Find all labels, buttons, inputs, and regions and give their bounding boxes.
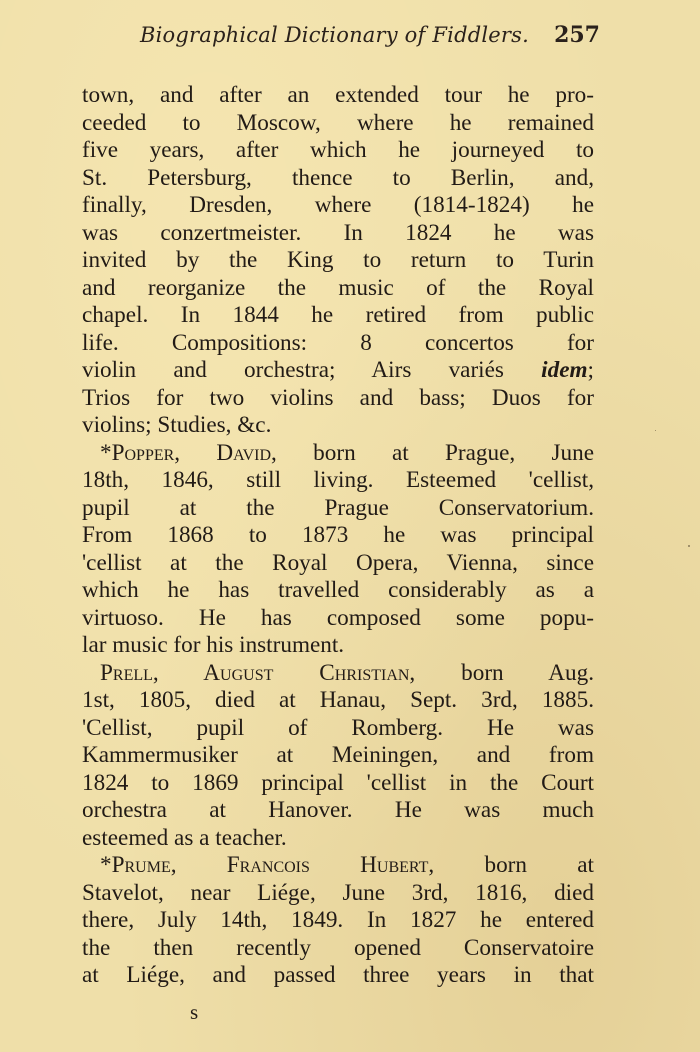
paper-speck: [655, 430, 656, 431]
paper-speck: [688, 545, 690, 547]
text-line: which he has travelled considerably as a: [82, 577, 594, 603]
text-line: chapel. In 1844 he retired from public: [82, 302, 594, 328]
text-line: pupil at the Prague Conservatorium.: [82, 494, 594, 521]
text-fragment: born Aug.: [415, 659, 594, 686]
running-title: Biographical Dictionary of Fiddlers.: [140, 23, 529, 47]
entry-first-line: [82, 440, 594, 468]
text-line: 18th, 1846, still living. Esteemed 'cellist,: [82, 467, 594, 493]
text-line: Trios for two violins and bass; Duos for: [82, 384, 594, 411]
entry-name: Prell, August Christian,: [100, 659, 416, 686]
text-line: 'cellist at the Royal Opera, Vienna, since: [82, 549, 594, 576]
entry-name: *Popper, David,: [100, 439, 277, 466]
text-fragment: violin and orchestra; Airs variés: [82, 357, 542, 383]
text-line: town, and after an extended tour he pro-: [82, 82, 594, 108]
text-line: esteemed as a teacher.: [82, 824, 287, 851]
text-line: there, July 14th, 1849. In 1827 he entered: [82, 907, 594, 933]
entry-first-line: [82, 660, 594, 688]
text-line: lar music for his instrument.: [82, 632, 345, 658]
text-fragment: born at Prague, June: [276, 439, 594, 466]
text-line: 1st, 1805, died at Hanau, Sept. 3rd, 1885.: [82, 687, 594, 713]
text-line: St. Petersburg, thence to Berlin, and,: [82, 164, 594, 191]
text-line: From 1868 to 1873 he was principal: [82, 522, 594, 548]
text-line: and reorganize the music of the Royal: [82, 274, 594, 301]
text-line: was conzertmeister. In 1824 he was: [82, 219, 594, 246]
running-head: [140, 22, 600, 62]
text-line: 1824 to 1869 principal 'cellist in the Court: [82, 769, 594, 796]
text-line: Kammermusiker at Meiningen, and from: [82, 742, 594, 768]
text-line: orchestra at Hanover. He was much: [82, 797, 594, 823]
text-line: Stavelot, near Liége, June 3rd, 1816, died: [82, 879, 594, 906]
text-line: finally, Dresden, where (1814-1824) he: [82, 192, 594, 218]
text-line: virtuoso. He has composed some popu-: [82, 604, 594, 631]
signature-mark: s: [190, 1000, 199, 1024]
text-line: violins; Studies, &c.: [82, 412, 272, 438]
page-number: 257: [554, 22, 600, 48]
entry-first-line: [82, 852, 594, 880]
text-fragment: born at: [434, 852, 594, 878]
italic-idem: idem: [541, 357, 588, 383]
text-fragment: ;: [587, 357, 594, 383]
text-line: at Liége, and passed three years in that: [82, 962, 594, 988]
text-line: [82, 357, 594, 385]
text-line: five years, after which he journeyed to: [82, 137, 594, 163]
text-line: life. Compositions: 8 concertos for: [82, 329, 594, 356]
entry-name: *Prume, Francois Hubert,: [100, 852, 435, 878]
text-line: invited by the King to return to Turin: [82, 247, 594, 273]
body-text: [82, 82, 594, 990]
text-line: 'Cellist, pupil of Romberg. He was: [82, 714, 594, 741]
text-line: the then recently opened Conservatoire: [82, 934, 594, 961]
text-line: ceeded to Moscow, where he remained: [82, 109, 594, 136]
